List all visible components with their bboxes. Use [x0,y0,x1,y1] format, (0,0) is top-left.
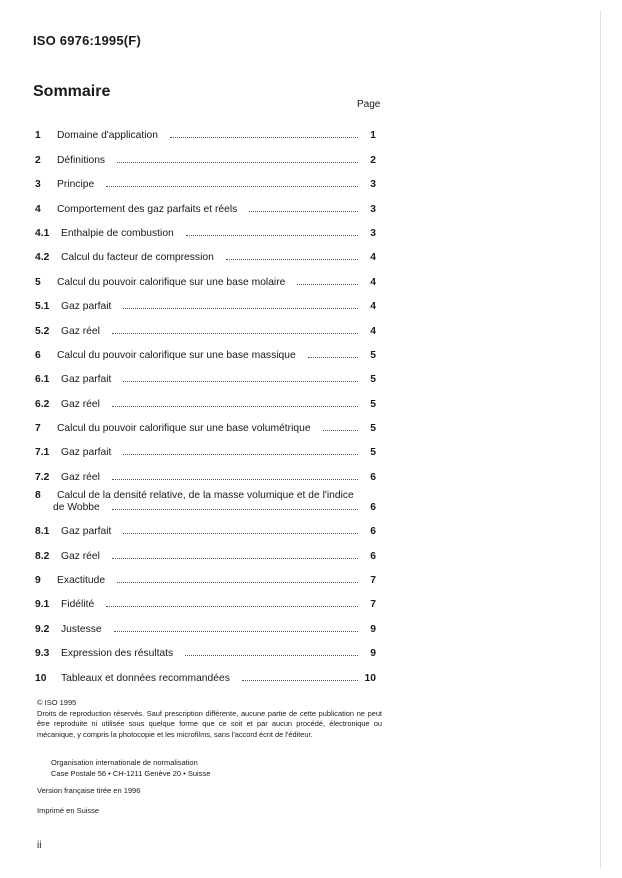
toc-entry[interactable] [35,239,376,263]
toc-title: Tableaux et données recommandées [61,672,230,684]
toc-entry[interactable] [35,263,376,287]
dot-leader [112,558,358,559]
toc-title: Calcul du facteur de compression [61,252,214,264]
org-name: Organisation internationale de normalisation [51,758,198,767]
toc-number: 4 [35,203,41,215]
toc-page: 5 [370,423,376,435]
toc-title: Gaz parfait [61,374,112,386]
toc-number: 6.2 [35,398,50,410]
toc-number: 7.2 [35,471,50,483]
dot-leader [112,479,358,480]
table-of-contents [35,117,376,684]
toc-page: 4 [370,301,376,313]
dot-leader [185,655,358,656]
toc-number: 6.1 [35,374,50,386]
toc-number: 5.2 [35,325,50,337]
toc-entry[interactable] [35,635,376,659]
toc-number: 3 [35,179,41,191]
toc-page: 3 [370,179,376,191]
toc-title: Comportement des gaz parfaits et réels [57,203,238,215]
toc-number: 7.1 [35,447,50,459]
printed-note: Imprimé en Suisse [37,806,100,815]
toc-entry[interactable] [35,117,376,141]
toc-title: Justesse [61,623,102,635]
toc-page: 5 [370,398,376,410]
toc-number: 1 [35,130,41,142]
org-address: Case Postale 56 • CH-1211 Genève 20 • Suisse [51,768,211,778]
toc-page: 4 [370,276,376,288]
toc-title: Exactitude [57,575,106,587]
toc-title: Définitions [57,154,106,166]
toc-page: 6 [370,501,376,513]
toc-page: 3 [370,227,376,239]
toc-entry[interactable] [35,483,376,513]
dot-leader [117,162,358,163]
standard-id: ISO 6976:1995(F) [33,33,141,48]
dot-leader [112,333,358,334]
toc-entry[interactable] [35,312,376,336]
dot-leader [170,137,358,138]
toc-title: Gaz parfait [61,447,112,459]
page-edge-divider [600,10,601,868]
toc-number: 8 [35,489,41,501]
toc-page: 2 [370,154,376,166]
toc-entry[interactable] [35,410,376,434]
dot-leader [123,381,358,382]
toc-title: Gaz réel [61,471,100,483]
toc-title: Calcul de la densité relative, de la masse volumique et de l'indice [57,489,354,501]
toc-number: 4.1 [35,227,50,239]
toc-page: 9 [370,623,376,635]
dot-leader [123,533,358,534]
toc-page: 5 [370,447,376,459]
dot-leader [308,357,358,358]
toc-title: Calcul du pouvoir calorifique sur une base volumétrique [57,423,311,435]
toc-title: Enthalpie de combustion [61,227,174,239]
dot-leader [106,186,358,187]
toc-number: 8.2 [35,550,50,562]
toc-number: 10 [35,672,47,684]
toc-page: 9 [370,648,376,660]
toc-title: Domaine d'application [57,130,158,142]
toc-page: 6 [370,471,376,483]
toc-entry[interactable] [35,337,376,361]
dot-leader [112,509,358,510]
toc-page: 10 [364,672,376,684]
dot-leader [123,308,358,309]
toc-number: 5.1 [35,301,50,313]
toc-title: Calcul du pouvoir calorifique sur une base molaire [57,276,286,288]
toc-entry[interactable] [35,537,376,561]
toc-entry[interactable] [35,385,376,409]
toc-entry[interactable] [35,361,376,385]
toc-title: Gaz parfait [61,526,112,538]
toc-page: 7 [370,575,376,587]
dot-leader [117,582,358,583]
dot-leader [114,631,358,632]
toc-entry[interactable] [35,513,376,537]
page-number: ii [37,840,42,851]
toc-number: 4.2 [35,252,50,264]
toc-number: 9 [35,575,41,587]
toc-number: 2 [35,154,41,166]
toc-page: 5 [370,374,376,386]
toc-number: 9.1 [35,599,50,611]
toc-number: 8.1 [35,526,50,538]
toc-page: 6 [370,526,376,538]
page-column-label: Page [357,99,381,110]
toc-number: 5 [35,276,41,288]
toc-page: 6 [370,550,376,562]
toc-entry[interactable] [35,166,376,190]
toc-page: 7 [370,599,376,611]
toc-entry[interactable] [35,288,376,312]
toc-entry[interactable] [35,586,376,610]
toc-title: Fidélité [61,599,95,611]
dot-leader [112,406,358,407]
toc-entry[interactable] [35,458,376,482]
dot-leader [106,606,358,607]
toc-title: Gaz réel [61,325,100,337]
dot-leader [297,284,358,285]
organization-block [51,758,210,779]
dot-leader [186,235,358,236]
toc-title: Calcul du pouvoir calorifique sur une base massique [57,349,296,361]
toc-title: Expression des résultats [61,648,174,660]
toc-entry[interactable] [35,610,376,634]
toc-title-continued: de Wobbe [53,501,100,513]
toc-page: 4 [370,325,376,337]
toc-page: 3 [370,203,376,215]
dot-leader [123,454,358,455]
toc-title: Gaz parfait [61,301,112,313]
copyright-line: © ISO 1995 [37,698,77,707]
toc-number: 7 [35,423,41,435]
toc-title: Gaz réel [61,398,100,410]
toc-entry[interactable] [35,562,376,586]
dot-leader [249,211,358,212]
toc-number: 6 [35,349,41,361]
toc-entry[interactable] [35,141,376,165]
toc-page: 5 [370,349,376,361]
dot-leader [242,680,358,681]
toc-page: 4 [370,252,376,264]
toc-entry[interactable] [35,659,376,683]
toc-entry[interactable] [35,434,376,458]
rights-notice: Droits de reproduction réservés. Sauf prescription différente, aucune partie de cette publication ne peut être reproduite ni utilisée sous quelque forme que ce soit et par aucun procédé, électronique ou mécanique, y compris la photocopie et les microfilms, sans l'accord écrit de l'éditeur. [37,709,382,739]
version-note: Version française tirée en 1996 [37,786,141,795]
toc-entry[interactable] [35,190,376,214]
page-title: Sommaire [33,83,111,100]
toc-entry[interactable] [35,215,376,239]
toc-title: Gaz réel [61,550,100,562]
toc-number: 9.3 [35,648,50,660]
toc-number: 9.2 [35,623,50,635]
dot-leader [323,430,358,431]
toc-page: 1 [370,130,376,142]
toc-title: Principe [57,179,95,191]
dot-leader [226,259,358,260]
